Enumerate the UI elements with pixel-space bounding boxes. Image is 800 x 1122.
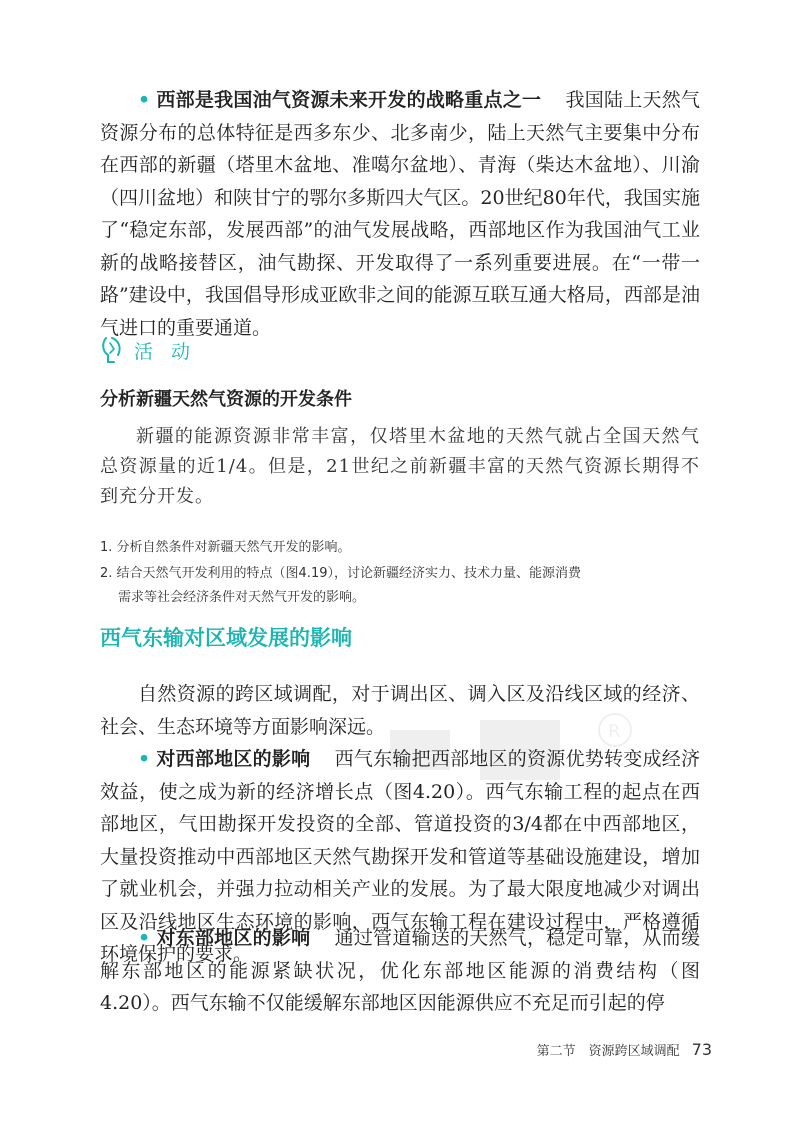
paragraph-lead: 对东部地区的影响 [156,927,311,949]
bullet-dot: • [138,89,151,111]
activity-header [100,332,196,368]
page-footer [537,1040,712,1059]
paragraph-text: 我国陆上天然气资源分布的总体特征是西多东少、北多南少，陆上天然气主要集中分布在西部的新疆（塔里木盆地、准噶尔盆地）、青海（柴达木盆地）、川渝（四川盆地）和陕甘宁的鄂尔多斯四大气区。20世纪80年代，我国实施了“稳定东部，发展西部”的油气发展战略，西部地区作为我国油气工业新的战略接替区，油气勘探、开发取得了一系列重要进展。在“一带一路”建设中，我国倡导形成亚欧非之间的能源互联互通大格局，西部是油气进口的重要通道。 [100,89,700,339]
paragraph-lead: 西部是我国油气资源未来开发的战略重点之一 [156,89,542,111]
activity-questions [100,536,590,612]
paragraph-lead: 对西部地区的影响 [156,748,311,770]
paragraph-east-impact [100,922,700,1020]
bullet-dot: • [138,927,151,949]
page-number: 73 [691,1040,712,1059]
svg-text:R: R [608,721,621,742]
activity-label: 活 动 [134,340,197,363]
paragraph-text: 通过管道输送的天然气，稳定可靠，从而缓解东部地区的能源紧缺状况，优化东部地区能源的消费结构（图4.20）。西气东输不仅能缓解东部地区因能源供应不充足而引起的停 [100,927,700,1014]
paragraph-text: 西气东输把西部地区的资源优势转变成经济效益，使之成为新的经济增长点（图4.20）。西气东输工程的起点在西部地区，气田勘探开发投资的全部、管道投资的3/4都在中西部地区，大量投资推动中西部地区天然气勘探开发和管道等基础设施建设，增加了就业机会，并强力拉动相关产业的发展。为了最大限度地减少对调出区及沿线地区生态环境的影响，西气东输工程在建设过程中，严格遵循环境保护的要求。 [100,748,700,965]
question-item: 1. 分析自然条件对新疆天然气开发的影响。 [100,540,351,555]
activity-body: 新疆的能源资源非常丰富，仅塔里木盆地的天然气就占全国天然气总资源量的近1/4。但是，21世纪之前新疆丰富的天然气资源长期得不到充分开发。 [100,426,700,507]
bullet-dot: • [138,748,151,770]
footer-section-label: 第二节 资源跨区域调配 [536,1044,680,1059]
activity-title: 分析新疆天然气资源的开发条件 [100,389,352,410]
section-intro: 自然资源的跨区域调配，对于调出区、调入区及沿线区域的经济、社会、生态环境等方面影响深远。 [100,683,700,738]
question-item: 2. 结合天然气开发利用的特点（图4.19），讨论新疆经济实力、技术力量、能源消费需求等社会经济条件对天然气开发的影响。 [100,566,581,605]
paragraph-west-strategic [100,84,700,344]
section-heading: 西气东输对区域发展的影响 [100,626,352,650]
activity-icon [100,335,126,365]
